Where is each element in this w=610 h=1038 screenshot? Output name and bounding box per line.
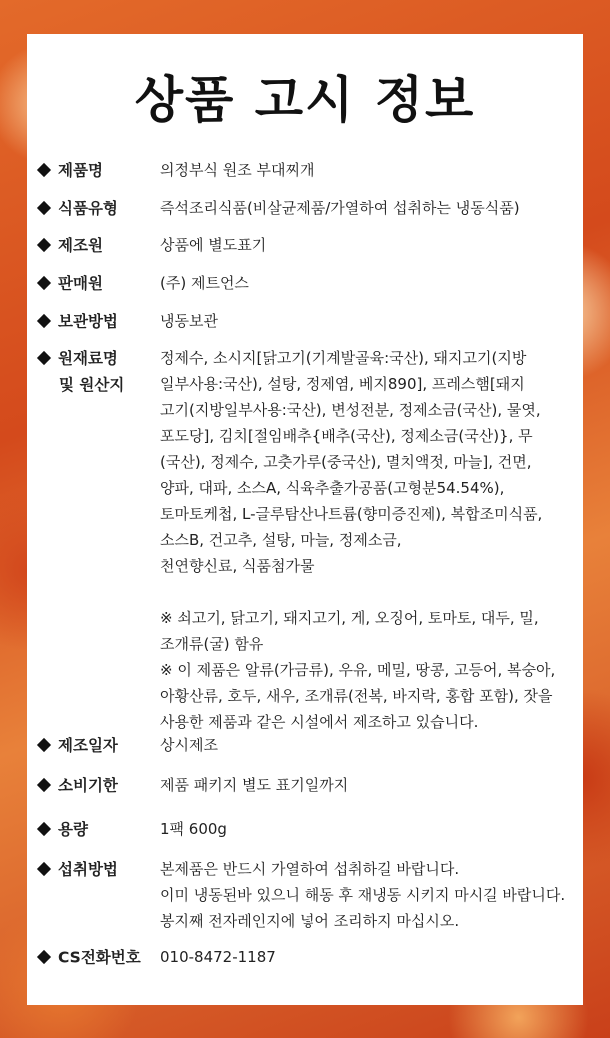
- phone-number: 010-8472-1187: [160, 948, 276, 966]
- row-value: 냉동보관: [160, 312, 218, 330]
- row-label: 원재료명: [58, 349, 118, 368]
- row-label: 식품유형: [58, 199, 118, 218]
- ingredient-line: (국산), 정제수, 고춧가루(중국산), 멸치액젓, 마늘], 건면,: [160, 453, 532, 471]
- diamond-bullet-icon: [37, 862, 51, 876]
- allergen-note-line: 아황산류, 호두, 새우, 조개류(전복, 바지락, 홍합 포함), 잣을: [160, 687, 553, 705]
- page-title: 상품 고시 정보: [134, 71, 476, 129]
- ingredient-line: 천연향신료, 식품첨가물: [160, 557, 315, 575]
- row-value: 즉석조리식품(비살균제품/가열하여 섭취하는 냉동식품): [160, 199, 520, 217]
- row-label: 용량: [58, 820, 88, 839]
- instruction-line: 봉지째 전자레인지에 넣어 조리하지 마십시오.: [160, 912, 460, 930]
- diamond-bullet-icon: [37, 738, 51, 752]
- ingredient-line: 정제수, 소시지[닭고기(기계발골육:국산), 돼지고기(지방: [160, 349, 527, 367]
- row-label-line2: 및 원산지: [59, 375, 125, 394]
- row-value: 상시제조: [160, 736, 218, 754]
- row-value: 1팩 600g: [160, 820, 227, 838]
- info-card: [27, 34, 583, 1005]
- row-label: 섭취방법: [58, 860, 118, 879]
- diamond-bullet-icon: [37, 822, 51, 836]
- row-label: 제조원: [58, 236, 103, 255]
- row-label: 보관방법: [58, 312, 118, 331]
- diamond-bullet-icon: [37, 351, 51, 365]
- diamond-bullet-icon: [37, 778, 51, 792]
- allergen-notes: [160, 605, 578, 735]
- ingredient-line: 양파, 대파, 소스A, 식육추출가공품(고형분54.54%),: [160, 479, 505, 497]
- ingredient-line: 일부사용:국산), 설탕, 정제염, 베지890], 프레스햄[돼지: [160, 375, 525, 393]
- row-value: (주) 제트언스: [160, 274, 249, 292]
- row-value: 상품에 별도표기: [160, 236, 267, 254]
- row-label: 판매원: [58, 274, 103, 293]
- allergen-note-line: 사용한 제품과 같은 시설에서 제조하고 있습니다.: [160, 713, 479, 731]
- instruction-line: 본제품은 반드시 가열하여 섭취하길 바랍니다.: [160, 860, 460, 878]
- diamond-bullet-icon: [37, 201, 51, 215]
- diamond-bullet-icon: [37, 276, 51, 290]
- diamond-bullet-icon: [37, 950, 51, 964]
- allergen-note-line: 조개류(굴) 함유: [160, 635, 264, 653]
- row-label: CS전화번호: [58, 948, 141, 967]
- row-label: 제품명: [58, 161, 103, 180]
- allergen-note-line: ※ 이 제품은 알류(가금류), 우유, 메밀, 땅콩, 고등어, 복숭아,: [160, 661, 556, 679]
- ingredient-line: 포도당], 김치[절임배추{배추(국산), 정제소금(국산)}, 무: [160, 427, 533, 445]
- diamond-bullet-icon: [37, 163, 51, 177]
- instruction-line: 이미 냉동된바 있으니 해동 후 재냉동 시키지 마시길 바랍니다.: [160, 886, 566, 904]
- row-label: 제조일자: [58, 736, 118, 755]
- diamond-bullet-icon: [37, 238, 51, 252]
- diamond-bullet-icon: [37, 314, 51, 328]
- ingredient-line: 고기(지방일부사용:국산), 변성전분, 정제소금(국산), 물엿,: [160, 401, 541, 419]
- row-label: 소비기한: [58, 776, 118, 795]
- ingredient-line: 토마토케첩, L-글루탐산나트륨(향미증진제), 복합조미식품,: [160, 505, 543, 523]
- row-value: 의정부식 원조 부대찌개: [160, 161, 315, 179]
- row-value: 제품 패키지 별도 표기일까지: [160, 776, 349, 794]
- allergen-note-line: ※ 쇠고기, 닭고기, 돼지고기, 게, 오징어, 토마토, 대두, 밀,: [160, 609, 539, 627]
- ingredient-line: 소스B, 건고추, 설탕, 마늘, 정제소금,: [160, 531, 402, 549]
